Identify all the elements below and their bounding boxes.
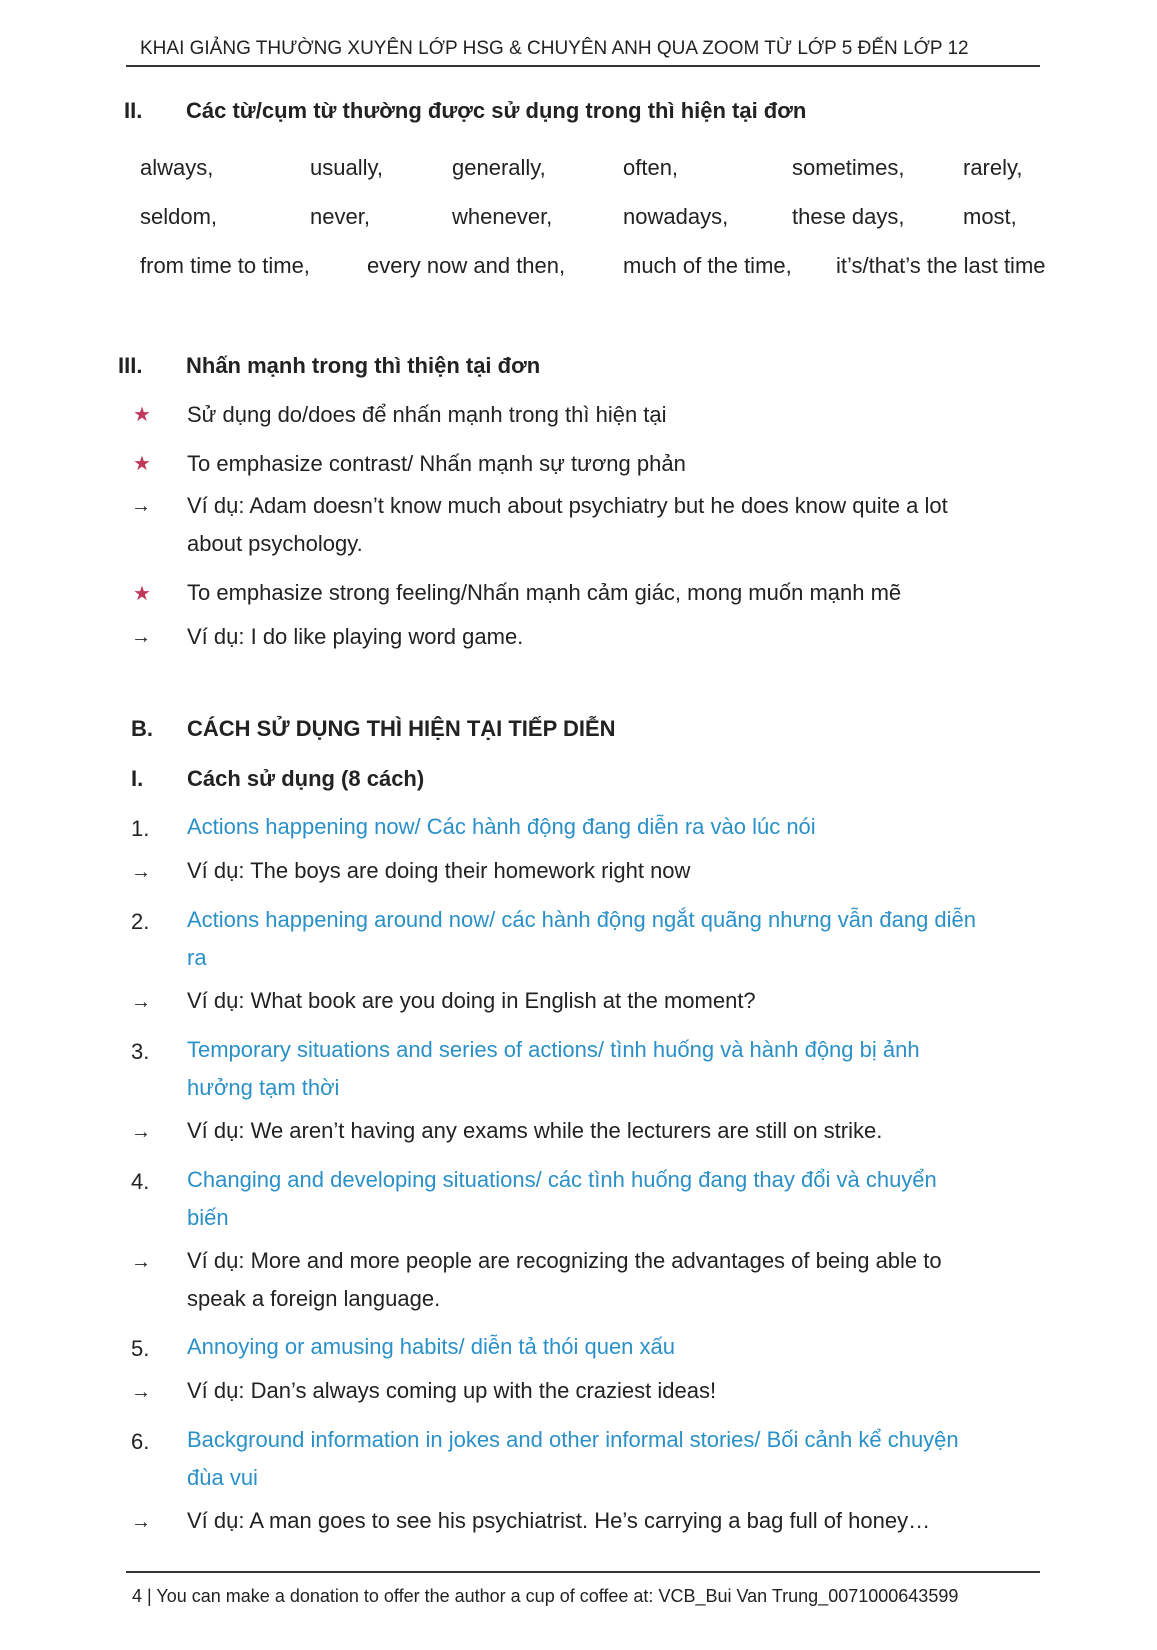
star-bullet-icon: ★ [133,453,151,475]
arrow-right-icon: → [131,1121,151,1143]
word-generally: generally, [452,155,546,180]
star-bullet-icon: ★ [133,404,151,426]
section-b-letter: B. [131,716,153,741]
arrow-right-icon: → [131,1381,151,1403]
example-1-line-1: Ví dụ: Adam doesn’t know much about psychiatry but he does know quite a lot [187,493,948,518]
emphasis-item-1: Sử dụng do/does để nhấn mạnh trong thì hiện tại [187,402,667,427]
usage-title: Temporary situations and series of actions/ tình huống và hành động bị ảnh [187,1037,920,1062]
usage-title: Background information in jokes and other informal stories/ Bối cảnh kể chuyện [187,1427,959,1452]
phrase-much-of-the-time: much of the time, [623,253,792,278]
subsection-i-number: I. [131,766,144,791]
usage-example: Ví dụ: What book are you doing in English at the moment? [187,988,756,1013]
usage-title-continued: ra [187,945,207,970]
word-these-days: these days, [792,204,905,229]
arrow-right-icon: → [131,861,151,883]
arrow-right-icon: → [131,495,151,517]
word-always: always, [140,155,214,180]
word-nowadays: nowadays, [623,204,729,229]
header-divider [126,65,1040,67]
section-b-title: CÁCH SỬ DỤNG THÌ HIỆN TẠI TIẾP DIỄN [187,716,616,741]
page-number: 4 [132,1586,143,1606]
page-header: KHAI GIẢNG THƯỜNG XUYÊN LỚP HSG & CHUYÊN ANH QUA ZOOM TỪ LỚP 5 ĐẾN LỚP 12 [140,38,969,59]
phrase-last-time: it’s/that’s the last time [836,253,1046,278]
usage-title-continued: biến [187,1205,229,1230]
usage-title-continued: đùa vui [187,1465,258,1490]
word-often: often, [623,155,679,180]
usage-title: Actions happening now/ Các hành động đang diễn ra vào lúc nói [187,814,816,839]
word-whenever: whenever, [452,204,553,229]
usage-title: Actions happening around now/ các hành động ngắt quãng nhưng vẫn đang diễn [187,907,977,932]
word-never: never, [310,204,370,229]
usage-number: 6. [131,1429,150,1454]
usage-example: Ví dụ: A man goes to see his psychiatrist. He’s carrying a bag full of honey… [187,1508,931,1533]
usage-example: Ví dụ: Dan’s always coming up with the craziest ideas! [187,1378,717,1403]
phrase-every-now-and-then: every now and then, [367,253,566,278]
usage-number: 5. [131,1336,150,1361]
word-seldom: seldom, [140,204,218,229]
usage-title-continued: hưởng tạm thời [187,1075,340,1100]
footer-separator: | [147,1586,152,1606]
usage-number: 3. [131,1039,150,1064]
arrow-right-icon: → [131,991,151,1013]
arrow-right-icon: → [131,626,151,648]
usage-number: 1. [131,816,150,841]
example-1-line-2: about psychology. [187,531,363,556]
word-most: most, [963,204,1017,229]
section-iii-number: III. [118,353,143,378]
usage-example-continued: speak a foreign language. [187,1286,441,1311]
section-ii-title: Các từ/cụm từ thường được sử dụng trong thì hiện tại đơn [186,98,807,123]
arrow-right-icon: → [131,1251,151,1273]
usage-number: 4. [131,1169,150,1194]
section-ii-number: II. [124,98,143,123]
footer-text: You can make a donation to offer the author a cup of coffee at: VCB_Bui Van Trung_0071000643599 [156,1586,959,1606]
section-iii-title: Nhấn mạnh trong thì thiện tại đơn [186,353,541,378]
word-usually: usually, [310,155,383,180]
usage-example: Ví dụ: The boys are doing their homework right now [187,858,691,883]
example-2: Ví dụ: I do like playing word game. [187,624,524,649]
phrase-from-time-to-time: from time to time, [140,253,310,278]
arrow-right-icon: → [131,1511,151,1533]
star-bullet-icon: ★ [133,583,151,605]
usage-number: 2. [131,909,150,934]
emphasis-item-3: To emphasize strong feeling/Nhấn mạnh cảm giác, mong muốn mạnh mẽ [187,580,902,605]
usage-example: Ví dụ: More and more people are recognizing the advantages of being able to [187,1248,942,1273]
emphasis-item-2: To emphasize contrast/ Nhấn mạnh sự tương phản [187,451,686,476]
word-rarely: rarely, [963,155,1023,180]
usage-title: Changing and developing situations/ các tình huống đang thay đổi và chuyển [187,1167,937,1192]
usage-title: Annoying or amusing habits/ diễn tả thói quen xấu [187,1334,675,1359]
subsection-i-title: Cách sử dụng (8 cách) [187,766,425,791]
page-footer [132,1586,958,1607]
word-sometimes: sometimes, [792,155,905,180]
footer-divider [126,1571,1040,1573]
usage-example: Ví dụ: We aren’t having any exams while the lecturers are still on strike. [187,1118,883,1143]
